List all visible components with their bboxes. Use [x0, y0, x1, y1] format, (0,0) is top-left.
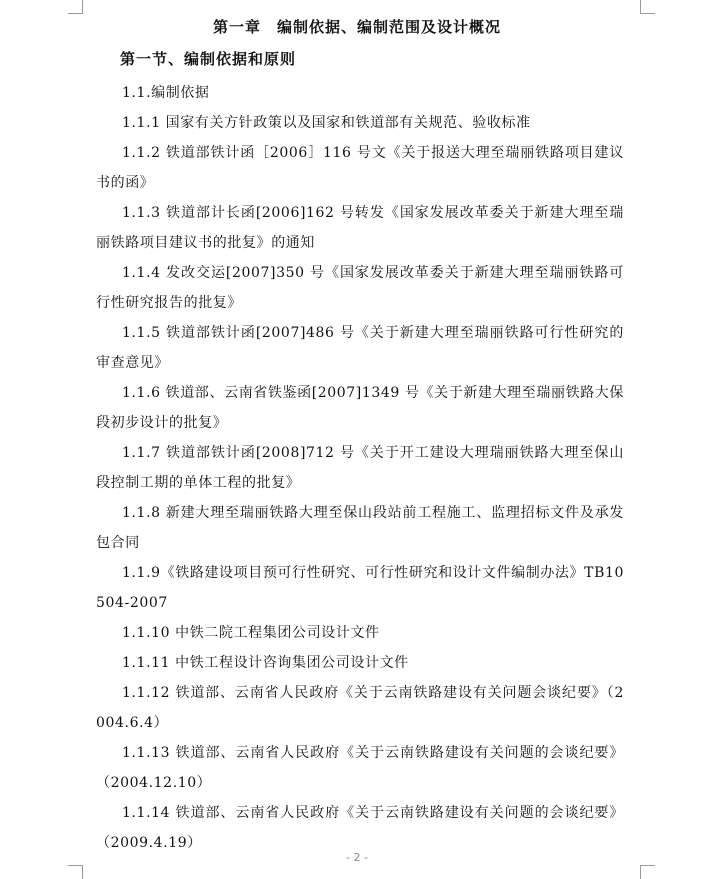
list-item-1-1-3: 1.1.3 铁道部计长函[2006]162 号转发《国家发展改革委关于新建大理至瑞丽铁路项目建议书的批复》的通知 — [96, 205, 624, 251]
list-item-1-1-8: 1.1.8 新建大理至瑞丽铁路大理至保山段站前工程施工、监理招标文件及承发包合同 — [96, 505, 624, 551]
list-item-1-1-13: 1.1.13 铁道部、云南省人民政府《关于云南铁路建设有关问题的会谈纪要》（2004.12.10） — [96, 745, 624, 791]
crop-mark-bottom-left-h — [68, 865, 82, 866]
crop-mark-top-left-h — [68, 13, 82, 14]
crop-mark-bottom-right-h — [641, 865, 655, 866]
list-item-1-1-6: 1.1.6 铁道部、云南省铁鉴函[2007]1349 号《关于新建大理至瑞丽铁路大保段初步设计的批复》 — [96, 385, 624, 431]
heading-1-1: 1.1.编制依据 — [122, 85, 210, 101]
list-item-1-1-1: 1.1.1 国家有关方针政策以及国家和铁道部有关规范、验收标准 — [122, 115, 531, 131]
list-item-1-1-10: 1.1.10 中铁二院工程集团公司设计文件 — [122, 625, 380, 641]
list-item-1-1-2: 1.1.2 铁道部铁计函［2006］116 号文《关于报送大理至瑞丽铁路项目建议书的函》 — [96, 145, 624, 191]
crop-mark-top-right — [640, 0, 641, 14]
list-item-1-1-4: 1.1.4 发改交运[2007]350 号《国家发展改革委关于新建大理至瑞丽铁路可行性研究报告的批复》 — [96, 265, 624, 311]
list-item-1-1-5: 1.1.5 铁道部铁计函[2007]486 号《关于新建大理至瑞丽铁路可行性研究的审查意见》 — [96, 325, 624, 371]
crop-mark-top-left — [82, 0, 83, 14]
list-item-1-1-9: 1.1.9《铁路建设项目预可行性研究、可行性研究和设计文件编制办法》TB10504-2007 — [96, 565, 624, 611]
chapter-title: 第一章 编制依据、编制范围及设计概况 — [212, 18, 501, 36]
document-body — [96, 78, 624, 858]
list-item-1-1-12: 1.1.12 铁道部、云南省人民政府《关于云南铁路建设有关问题会谈纪要》（2004.6.4） — [96, 685, 624, 731]
crop-mark-bottom-left — [82, 865, 83, 879]
list-item-1-1-11: 1.1.11 中铁工程设计咨询集团公司设计文件 — [122, 655, 409, 671]
section-title: 第一节、编制依据和原则 — [120, 50, 297, 68]
list-item-1-1-14: 1.1.14 铁道部、云南省人民政府《关于云南铁路建设有关问题的会谈纪要》（2009.4.19） — [96, 805, 624, 851]
list-item-1-1-7: 1.1.7 铁道部铁计函[2008]712 号《关于开工建设大理瑞丽铁路大理至保山段控制工期的单体工程的批复》 — [96, 445, 624, 491]
crop-mark-bottom-right — [640, 865, 641, 879]
page-number: - 2 - — [346, 851, 368, 864]
crop-mark-top-right-h — [641, 13, 655, 14]
